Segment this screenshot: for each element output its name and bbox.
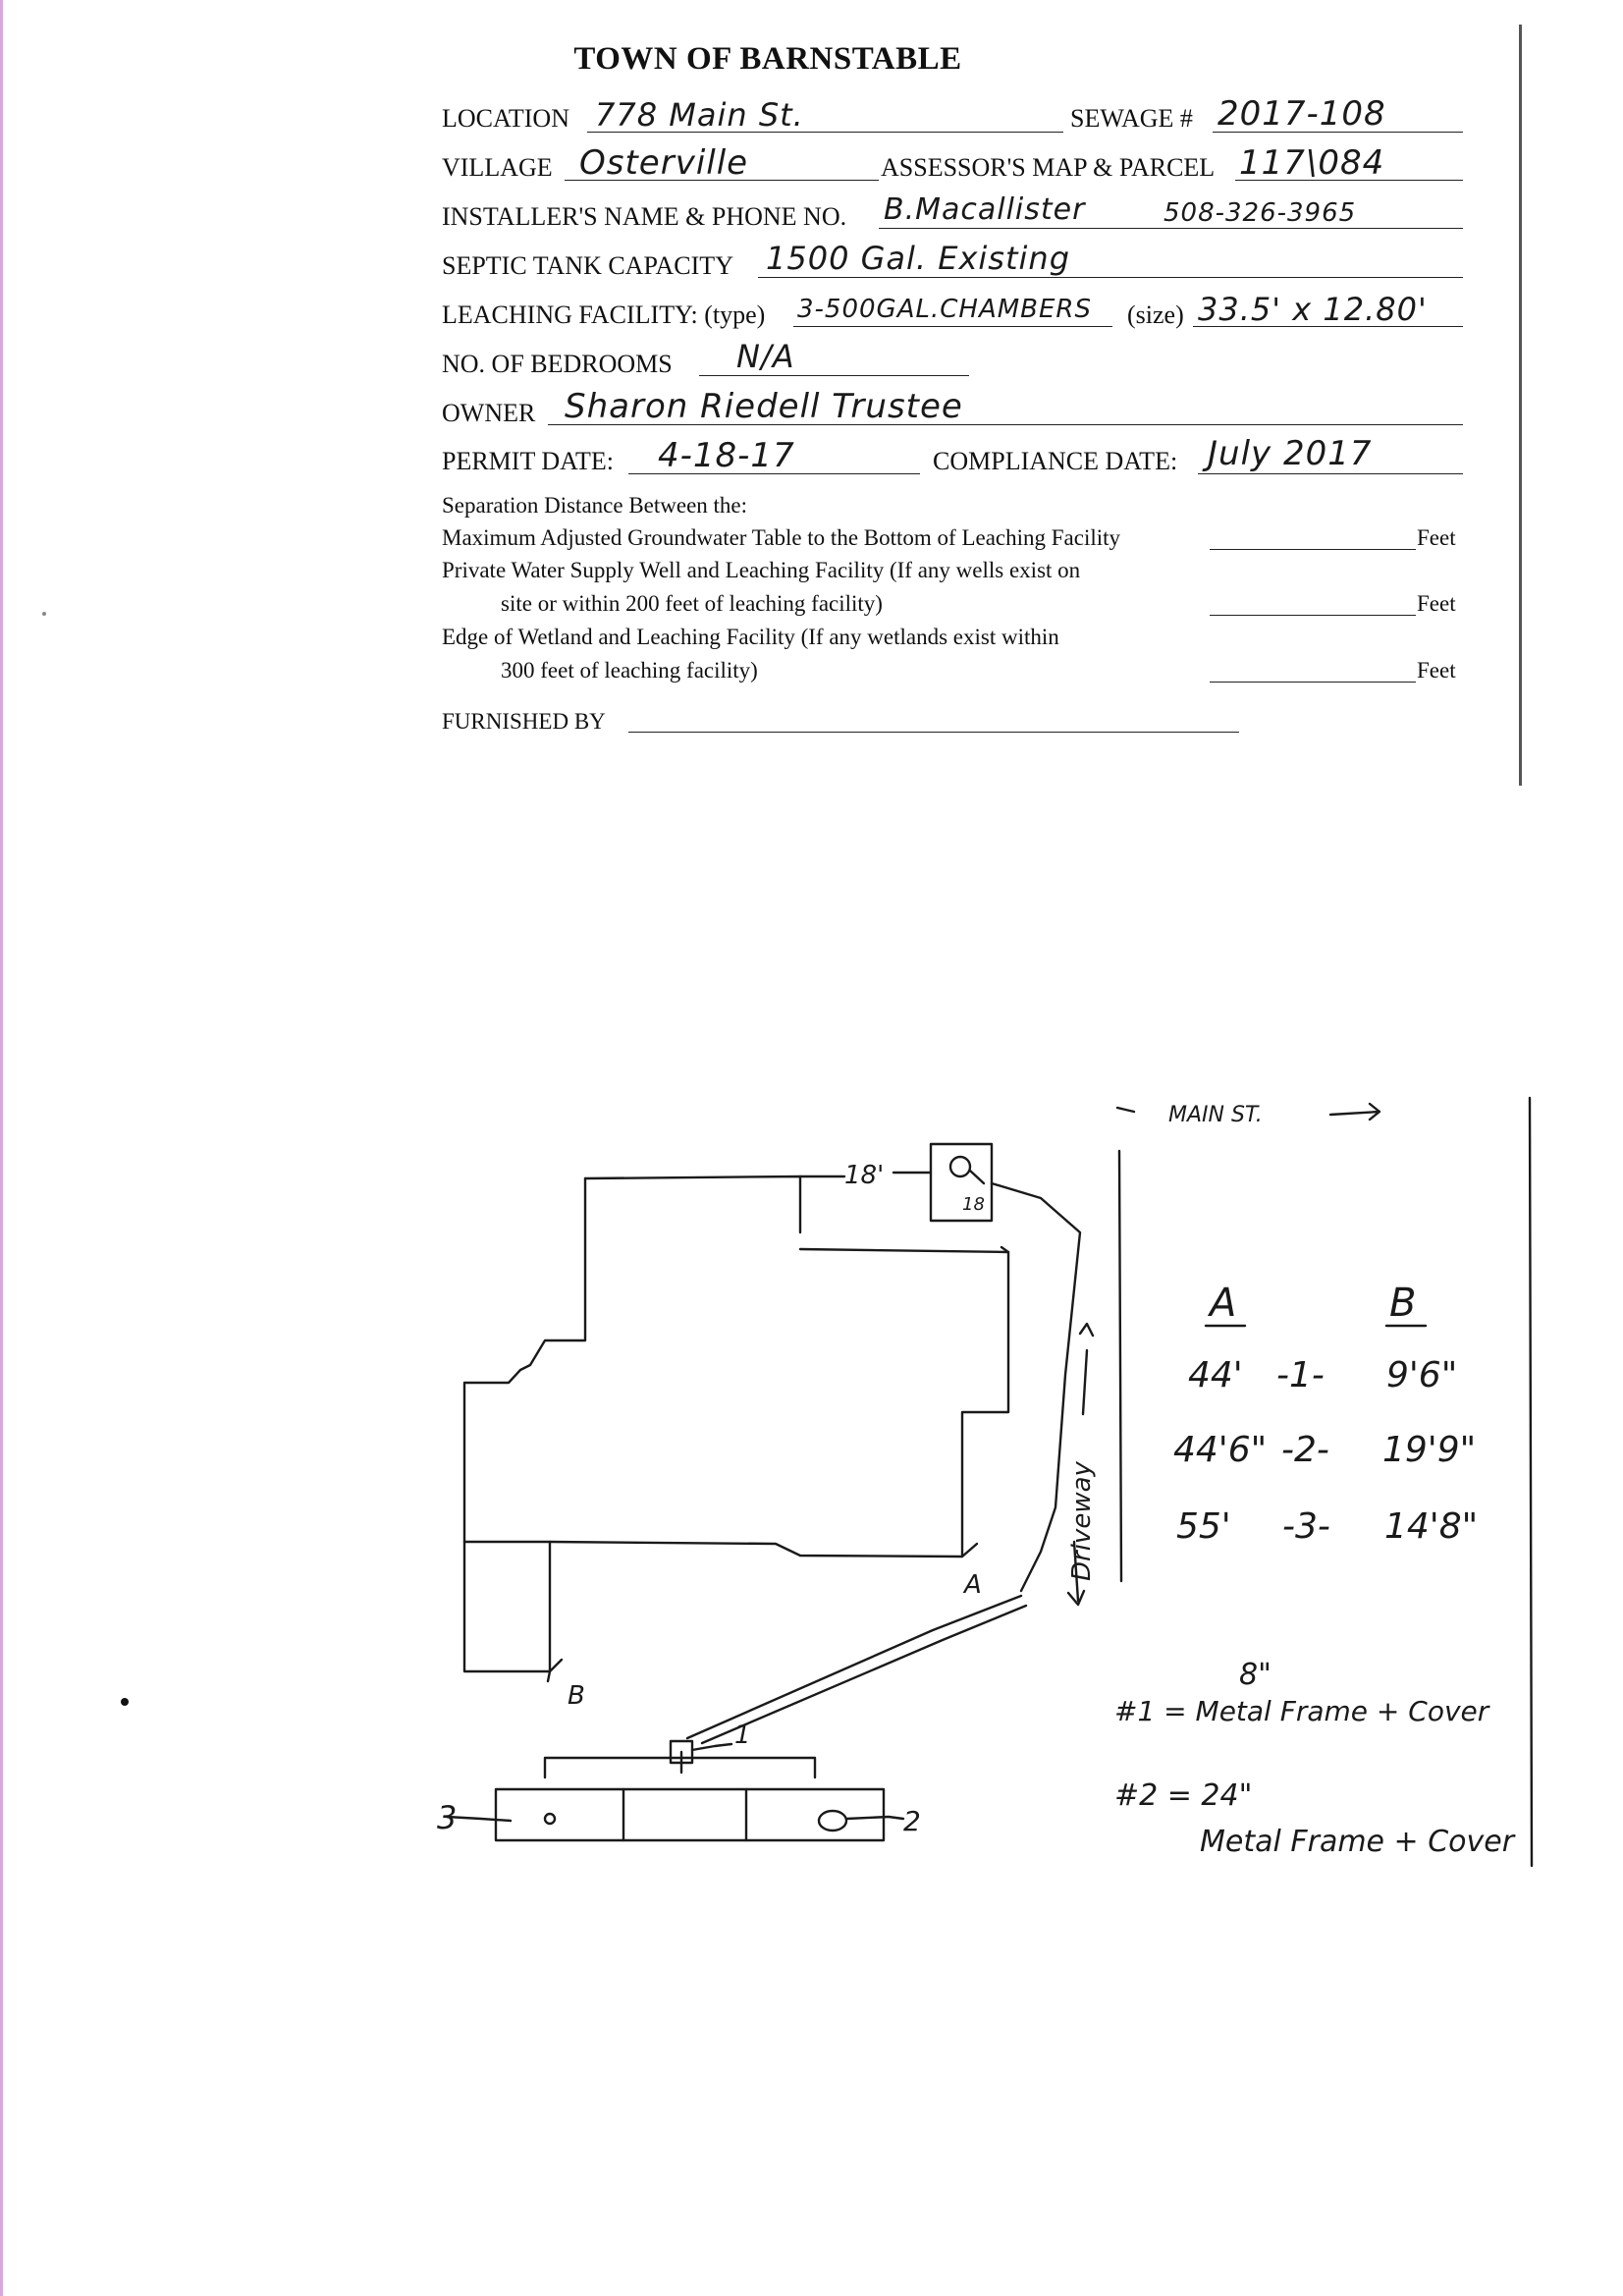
label-3: 3 <box>437 1799 458 1836</box>
house-outline <box>464 1178 1008 1557</box>
chamber-bracket <box>545 1758 815 1777</box>
separation-line2a: Private Water Supply Well and Leaching Facility (If any wells exist on <box>442 558 1081 582</box>
street-arrow <box>1330 1104 1380 1120</box>
permit-value: 4-18-17 <box>658 436 795 475</box>
note2-label: #2 = 24" <box>1114 1778 1253 1813</box>
house-corner-a-tick <box>962 1544 977 1557</box>
street-label: MAIN ST. <box>1168 1103 1263 1127</box>
page-line-right <box>1530 1098 1532 1866</box>
note2-text: Metal Frame + Cover <box>1200 1825 1515 1859</box>
label-2: 2 <box>903 1805 921 1837</box>
bedrooms-value: N/A <box>736 338 795 375</box>
house-wall-top <box>585 1176 800 1232</box>
bedrooms-label: NO. OF BEDROOMS <box>442 350 673 378</box>
septic-value: 1500 Gal. Existing <box>766 240 1070 277</box>
separation-line2b: site or within 200 feet of leaching facility) <box>501 591 883 616</box>
village-value: Osterville <box>579 143 749 183</box>
table-row1-n: -1- <box>1276 1355 1325 1395</box>
table-row2-a: 44'6" <box>1173 1430 1268 1470</box>
separation-unit1: Feet <box>1417 525 1456 550</box>
tank-cover <box>950 1157 970 1176</box>
installer-label: INSTALLER'S NAME & PHONE NO. <box>442 202 847 231</box>
property-line-right <box>1119 1151 1121 1581</box>
street-arrow-left <box>1117 1108 1134 1112</box>
septic-label: SEPTIC TANK CAPACITY <box>442 251 733 280</box>
leaching-size-value: 33.5' x 12.80' <box>1198 291 1428 328</box>
map-parcel-label: ASSESSOR'S MAP & PARCEL <box>881 153 1216 182</box>
leaching-size-label: (size) <box>1127 301 1184 329</box>
table-row3-a: 55' <box>1176 1506 1231 1547</box>
owner-label: OWNER <box>442 399 536 427</box>
scan-speck <box>121 1698 129 1706</box>
tank-label: 18 <box>962 1194 985 1215</box>
dim-18-label: 18' <box>844 1161 885 1190</box>
table-row1-a: 44' <box>1188 1355 1243 1395</box>
leaching-type-label: LEACHING FACILITY: (type) <box>442 301 766 329</box>
table-row2-b: 19'9" <box>1382 1430 1477 1470</box>
chamber-dividers <box>623 1789 746 1840</box>
note1-text: #1 = Metal Frame + Cover <box>1114 1695 1489 1727</box>
owner-value: Sharon Riedell Trustee <box>565 387 963 426</box>
house-addition <box>464 1542 550 1671</box>
sewage-label: SEWAGE # <box>1070 104 1193 133</box>
location-value: 778 Main St. <box>595 96 804 134</box>
label-1-leader <box>692 1744 731 1750</box>
separation-line3b: 300 feet of leaching facility) <box>501 658 758 683</box>
scan-speck <box>42 612 46 616</box>
point-b-label: B <box>568 1681 585 1711</box>
permit-label: PERMIT DATE: <box>442 447 615 475</box>
installer-phone: 508-326-3965 <box>1163 198 1357 228</box>
driveway-label: Driveway <box>1067 1461 1097 1581</box>
separation-line1: Maximum Adjusted Groundwater Table to the Bottom of Leaching Facility <box>442 525 1121 550</box>
pipe-to-dbox-1 <box>687 1596 1021 1738</box>
table-col-a: A <box>1210 1281 1237 1326</box>
compliance-label: COMPLIANCE DATE: <box>933 447 1178 475</box>
separation-unit3: Feet <box>1417 658 1456 683</box>
label-1: 1 <box>734 1721 751 1750</box>
label-2-leader <box>846 1817 903 1819</box>
table-col-b: B <box>1389 1281 1417 1326</box>
separation-unit2: Feet <box>1417 591 1456 616</box>
table-row1-b: 9'6" <box>1386 1355 1458 1395</box>
table-row3-b: 14'8" <box>1384 1506 1479 1547</box>
point-a-label: A <box>964 1570 982 1600</box>
separation-heading: Separation Distance Between the: <box>442 493 748 518</box>
compliance-value: July 2017 <box>1208 434 1373 473</box>
table-row3-n: -3- <box>1282 1506 1330 1547</box>
village-label: VILLAGE <box>442 153 553 182</box>
separation-line3a: Edge of Wetland and Leaching Facility (If any wetlands exist within <box>442 625 1059 649</box>
form-title: TOWN OF BARNSTABLE <box>573 41 962 77</box>
furnished-by-label: FURNISHED BY <box>442 709 606 734</box>
map-parcel-value: 117\084 <box>1239 143 1385 183</box>
note1-size: 8" <box>1239 1658 1271 1692</box>
sewage-value: 2017-108 <box>1217 94 1386 134</box>
location-label: LOCATION <box>442 104 569 133</box>
leaching-type-value: 3-500GAL.CHAMBERS <box>797 295 1092 324</box>
table-row2-n: -2- <box>1281 1430 1329 1470</box>
installer-name: B.Macallister <box>884 192 1086 227</box>
